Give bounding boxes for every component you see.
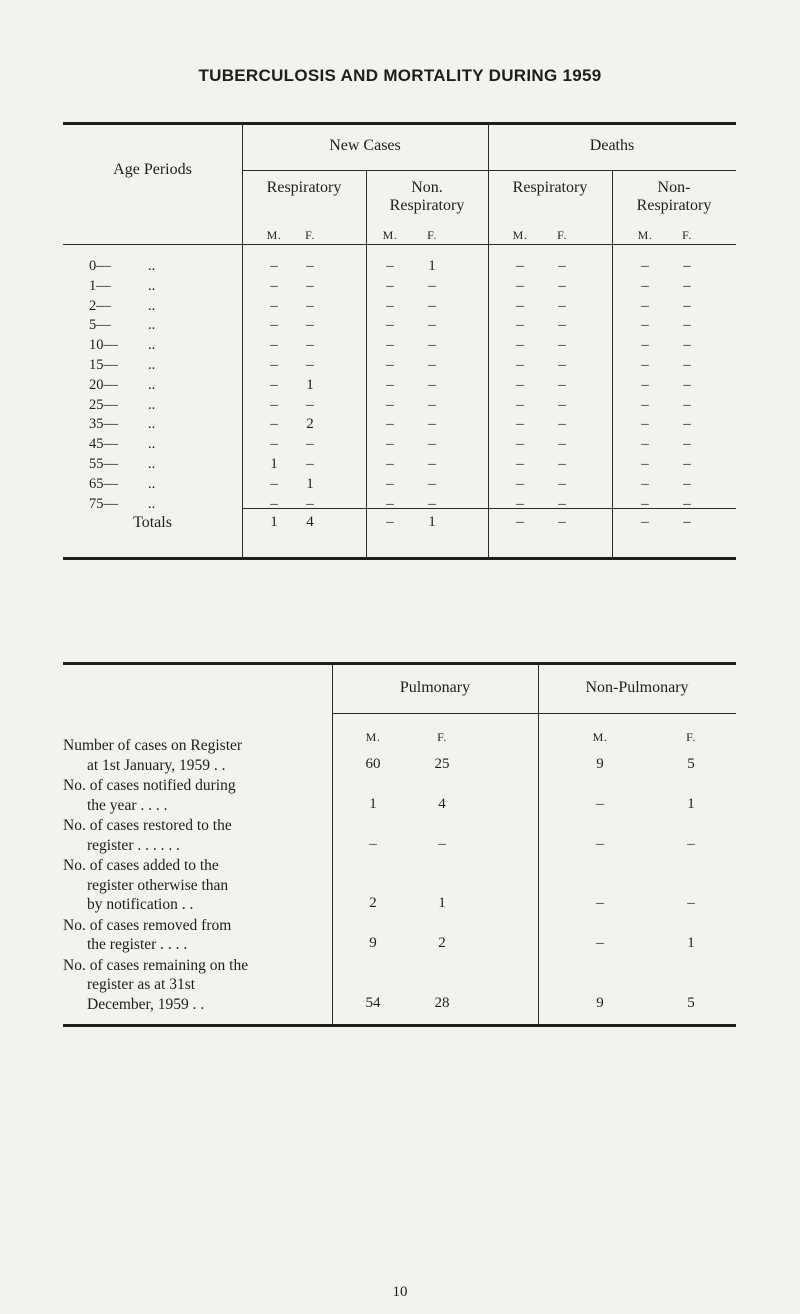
table-cell: – [641,258,649,274]
table-cell: – [386,475,394,492]
deaths-respiratory-header: Respiratory [512,179,588,196]
table-cell: – [641,357,649,373]
row-label-line: No. of cases removed from [63,916,232,934]
female-column-label: F. [557,228,567,242]
table-cell: – [428,357,436,373]
table-cell: – [558,337,566,354]
table-cell: – [306,277,314,294]
table-cell: – [683,456,691,472]
table-cell: – [516,475,524,492]
table-cell: – [270,376,278,393]
table-cell: – [428,416,436,433]
row-label-line: December, 1959 . . [87,995,205,1013]
table-cell: – [558,297,566,314]
table-cell: – [270,277,278,294]
table-cell: – [428,337,436,354]
table-cell: – [641,277,649,294]
age-period-label: 55— [89,456,118,472]
table-cell: – [386,495,394,512]
leader-dots: .. [148,258,156,274]
leader-dots: .. [148,456,156,472]
table-cell: – [516,495,524,512]
table-cell: – [558,258,566,274]
leader-dots: .. [148,376,156,393]
age-period-label: 5— [89,317,111,334]
age-period-label: 10— [89,337,118,354]
table-cell: – [428,297,436,314]
age-period-label: 45— [89,436,118,453]
table-cell: – [687,835,695,852]
row-label-line: the year . . . . [87,796,168,814]
total-cell: – [683,514,691,530]
age-period-label: 15— [89,357,118,373]
total-cell: – [516,514,524,530]
row-label-line: No. of cases remaining on the [63,956,249,974]
new-cases-header: New Cases [329,137,401,154]
table-cell: – [516,396,524,413]
table-cell: – [683,258,691,274]
table-cell: – [270,495,278,512]
age-period-label: 25— [89,396,118,413]
leader-dots: .. [148,475,156,492]
table-cell: 5 [687,755,695,772]
table-cell: – [306,495,314,512]
table-cell: – [641,317,649,334]
leader-dots: .. [148,357,156,373]
table-cell: 5 [687,994,695,1011]
table-cell: – [641,297,649,314]
table-cell: 1 [369,795,377,812]
leader-dots: .. [148,297,156,314]
row-label-line: register . . . . . . [87,836,180,854]
male-column-label: M. [365,730,381,744]
table-cell: – [306,456,314,472]
row-label-line: the register . . . . [87,936,188,953]
table-cell: – [386,357,394,373]
female-column-label: F. [427,228,437,242]
table-cell: – [516,436,524,453]
table-cell: – [558,317,566,334]
table-cell: 4 [438,795,446,812]
table-cell: – [386,396,394,413]
table-cell: – [683,376,691,393]
table-cell: – [596,795,604,812]
table-cell: 60 [365,755,381,772]
page-title: TUBERCULOSIS AND MORTALITY DURING 1959 [198,66,602,85]
table-cell: – [516,277,524,294]
female-column-label: F. [305,228,315,242]
table-cell: 9 [369,935,377,951]
table-cell: – [270,436,278,453]
female-column-label: F. [682,228,692,242]
table-cell: – [558,357,566,373]
new-non-respiratory-header: Non. Respiratory [389,179,465,214]
table-cell: – [641,337,649,354]
table-cell: – [683,396,691,413]
table-cell: 2 [306,416,314,433]
table-cell: – [270,416,278,433]
table1-top-rule [63,122,736,125]
table-cell: – [428,277,436,294]
table2-header-line [332,713,736,714]
column-divider [332,665,333,1024]
table-cell: 1 [438,895,446,911]
female-column-label: F. [686,730,696,744]
column-divider [538,665,539,1024]
table-cell: – [369,835,377,852]
new-respiratory-header: Respiratory [266,179,342,196]
table-cell: – [558,495,566,512]
table-cell: – [386,376,394,393]
leader-dots: .. [148,495,156,512]
row-label-line: No. of cases notified during [63,777,236,794]
leader-dots: .. [148,337,156,354]
table-cell: – [428,475,436,492]
table-cell: – [683,436,691,453]
table-cell: – [558,277,566,294]
table-cell: – [596,935,604,951]
table-cell: – [270,297,278,314]
table-cell: – [270,337,278,354]
table-cell: 54 [365,994,381,1011]
table-cell: – [683,317,691,334]
table-cell: – [516,337,524,354]
table-cell: – [428,436,436,453]
table-cell: – [641,436,649,453]
table-cell: – [270,317,278,334]
female-column-label: F. [437,730,447,744]
page-number: 10 [392,1284,408,1300]
table-cell: – [386,277,394,294]
table2-bottom-rule [63,1024,736,1027]
table-cell: 2 [369,895,377,911]
table-cell: – [683,337,691,354]
table-cell: – [386,297,394,314]
row-label-line: Number of cases on Register [63,737,243,754]
table2-top-rule [63,662,736,665]
table-cell: – [306,357,314,373]
table1-bottom-rule [63,557,736,560]
deaths-non-respiratory-header: Non- Respiratory [636,179,712,214]
table-cell: – [641,475,649,492]
table-cell: – [306,317,314,334]
table-cell: – [386,416,394,433]
total-cell: – [641,514,649,530]
table-cell: – [558,396,566,413]
age-period-label: 35— [89,416,118,433]
age-period-label: 65— [89,475,118,492]
leader-dots: .. [148,436,156,453]
table-cell: 1 [687,795,695,812]
male-column-label: M. [266,228,282,242]
table-cell: – [558,416,566,433]
table-cell: 28 [434,994,450,1011]
table-cell: – [516,357,524,373]
table-cell: 9 [596,755,604,772]
table-cell: – [683,297,691,314]
total-cell: 1 [270,514,278,530]
table-cell: – [641,376,649,393]
row-label-line: No. of cases added to the [63,857,219,874]
table-cell: – [683,416,691,433]
age-period-label: 0— [89,258,111,274]
age-period-label: 20— [89,376,118,393]
leader-dots: .. [148,277,156,294]
table-cell: – [428,495,436,512]
row-label-line: at 1st January, 1959 . . [87,756,226,774]
table-cell: – [270,357,278,373]
total-cell: 1 [428,514,436,530]
table-cell: – [270,396,278,413]
table-cell: – [516,258,524,274]
table-cell: 9 [596,994,604,1011]
table-cell: 2 [438,935,446,951]
deaths-header: Deaths [589,137,635,154]
table-cell: – [596,895,604,911]
header-separator [242,170,736,171]
table-cell: – [558,376,566,393]
table-cell: – [306,436,314,453]
column-divider [366,170,367,557]
row-label-line: register otherwise than [87,876,229,894]
table-cell: 1 [428,258,436,274]
table-cell: 1 [306,376,314,393]
pulmonary-header: Pulmonary [399,679,471,696]
table-cell: – [641,396,649,413]
table-cell: 1 [306,475,314,492]
male-column-label: M. [592,730,608,744]
table-cell: 1 [270,456,278,472]
table-cell: – [428,317,436,334]
age-period-label: 1— [89,277,111,294]
age-period-label: 2— [89,297,111,314]
column-divider [612,170,613,557]
table-cell: – [683,357,691,373]
table-cell: – [687,895,695,911]
total-cell: – [386,514,394,530]
age-period-label: 75— [89,495,118,512]
table-cell: – [516,416,524,433]
table-cell: – [641,495,649,512]
table-cell: – [558,475,566,492]
table-cell: – [683,495,691,512]
table-cell: – [641,456,649,472]
table-cell: – [306,396,314,413]
male-column-label: M. [382,228,398,242]
table-cell: – [641,416,649,433]
table-cell: – [306,297,314,314]
table-cell: – [306,337,314,354]
row-label-line: register as at 31st [87,976,196,993]
table-cell: – [683,277,691,294]
table-cell: – [558,456,566,472]
table-cell: – [428,456,436,472]
table-cell: – [386,456,394,472]
total-cell: – [558,514,566,530]
table-cell: – [516,456,524,472]
non-pulmonary-header: Non-Pulmonary [585,679,689,696]
table-cell: – [270,258,278,274]
table-cell: – [386,258,394,274]
row-label-line: by notification . . [87,896,194,913]
table-cell: – [428,396,436,413]
table-cell: – [270,475,278,492]
table-cell: – [516,317,524,334]
age-periods-header: Age Periods [113,161,192,178]
table-cell: – [438,835,446,852]
table-cell: – [683,475,691,492]
table-cell: – [558,436,566,453]
table-cell: 1 [687,935,695,951]
total-cell: 4 [306,514,314,530]
table-cell: – [516,297,524,314]
header-bottom-line [63,244,736,245]
table-cell: – [516,376,524,393]
table-cell: – [386,337,394,354]
table-cell: 25 [434,755,450,772]
table-cell: – [596,835,604,852]
male-column-label: M. [637,228,653,242]
totals-label: Totals [133,514,172,531]
leader-dots: .. [148,396,156,413]
row-label-line: No. of cases restored to the [63,817,232,834]
table-cell: – [386,436,394,453]
table-cell: – [386,317,394,334]
male-column-label: M. [512,228,528,242]
leader-dots: .. [148,317,156,334]
leader-dots: .. [148,416,156,433]
table-cell: – [428,376,436,393]
table-cell: – [306,258,314,274]
